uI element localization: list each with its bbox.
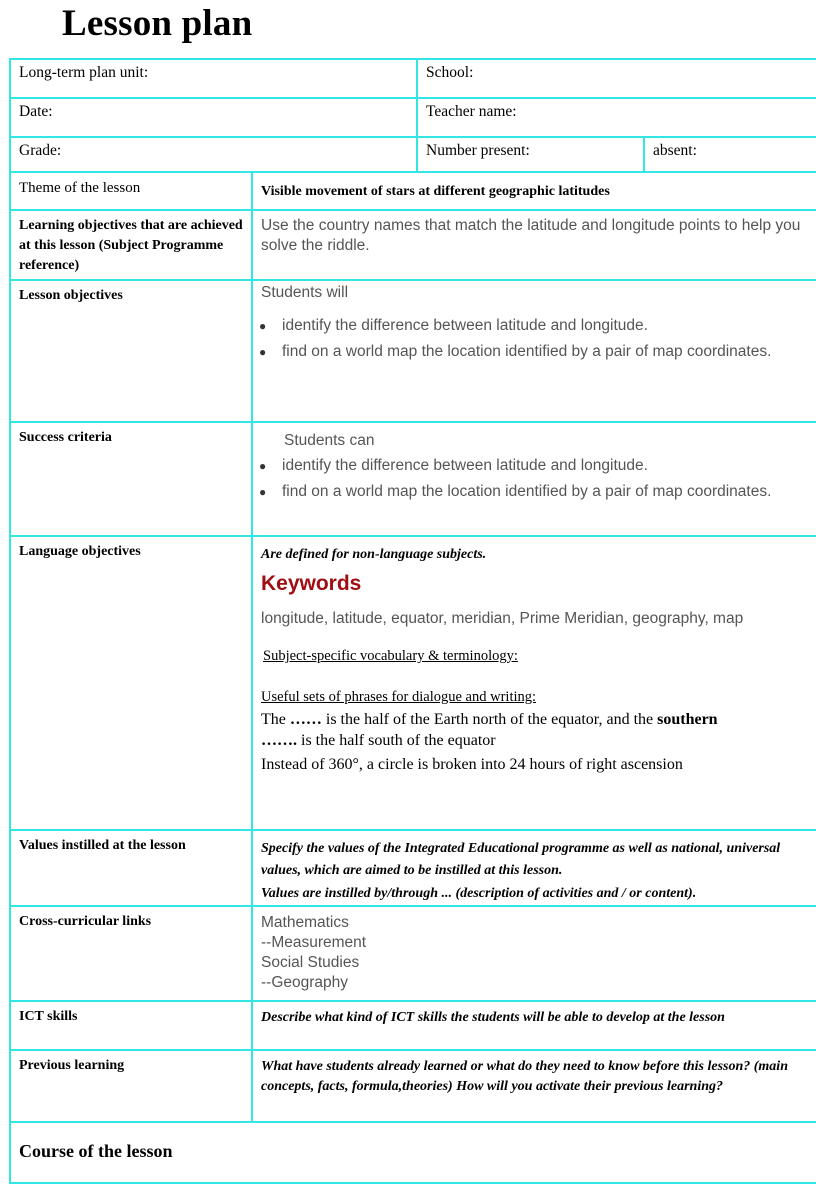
lesson-objectives-intro: Students will bbox=[261, 284, 349, 301]
ict-label: ICT skills bbox=[19, 1009, 78, 1024]
values-row bbox=[10, 830, 816, 906]
cross-curricular-label-cell bbox=[10, 906, 252, 1001]
phrase-1: The …… is the half of the Earth north of the equator, and the southern ……. is the half south of the equator bbox=[261, 711, 718, 749]
learning-objectives-value-cell[interactable] bbox=[252, 210, 816, 280]
success-criteria-intro: Students can bbox=[284, 432, 375, 449]
values-label: Values instilled at the lesson bbox=[19, 838, 186, 853]
success-criteria-label-cell bbox=[10, 422, 252, 536]
bullet-icon: ● bbox=[259, 485, 267, 499]
list-item: ● identify the difference between latitude and longitude. bbox=[259, 453, 816, 479]
teacher-name-cell[interactable] bbox=[417, 98, 816, 137]
list-item: ● find on a world map the location identified by a pair of map coordinates. bbox=[259, 479, 816, 505]
lesson-objectives-value-cell[interactable] bbox=[252, 280, 816, 422]
language-objectives-label-cell bbox=[10, 536, 252, 830]
values-line-2: Values are instilled by/through ... (description of activities and / or content). bbox=[261, 886, 697, 901]
theme-row bbox=[10, 172, 816, 210]
list-item: ● identify the difference between latitude and longitude. bbox=[259, 313, 816, 339]
ict-value-cell[interactable] bbox=[252, 1001, 816, 1050]
theme-label: Theme of the lesson bbox=[19, 180, 141, 196]
values-value-cell[interactable] bbox=[252, 830, 816, 906]
list-item: --Geography bbox=[261, 974, 349, 991]
previous-learning-value-cell[interactable] bbox=[252, 1050, 816, 1122]
lesson-objectives-row bbox=[10, 280, 816, 422]
school-label: School: bbox=[426, 64, 474, 81]
list-item: Mathematics bbox=[261, 914, 349, 931]
previous-learning-value: What have students already learned or what do they need to know before this lesson? (main concepts, facts, formula,theories) How will you activate their previous learning? bbox=[261, 1059, 788, 1094]
learning-objectives-label: Learning objectives that are achieved at this lesson (Subject Programme reference) bbox=[19, 218, 243, 273]
grade-label: Grade: bbox=[19, 142, 62, 159]
grade-cell[interactable] bbox=[10, 137, 417, 172]
list-item: --Measurement bbox=[261, 934, 367, 951]
school-cell[interactable] bbox=[417, 59, 816, 98]
bullet-icon: ● bbox=[259, 319, 267, 333]
date-cell[interactable] bbox=[10, 98, 417, 137]
lesson-plan-table bbox=[9, 58, 816, 1184]
bullet-icon: ● bbox=[259, 345, 267, 359]
absent-cell[interactable] bbox=[644, 137, 816, 172]
cross-curricular-row bbox=[10, 906, 816, 1001]
language-objectives-label: Language objectives bbox=[19, 544, 141, 559]
theme-value-cell[interactable] bbox=[252, 172, 816, 210]
success-criteria-label: Success criteria bbox=[19, 430, 112, 445]
learning-objectives-label-cell bbox=[10, 210, 252, 280]
keywords-list: longitude, latitude, equator, meridian, Prime Meridian, geography, map bbox=[261, 610, 744, 627]
header-row-grade bbox=[10, 137, 816, 172]
date-label: Date: bbox=[19, 103, 53, 120]
learning-objectives-value: Use the country names that match the latitude and longitude points to help you solve the riddle. bbox=[261, 217, 801, 254]
bullet-icon: ● bbox=[259, 459, 267, 473]
cross-curricular-list bbox=[253, 907, 816, 993]
phrase-2: Instead of 360°, a circle is broken into 24 hours of right ascension bbox=[261, 756, 683, 773]
success-criteria-value-cell[interactable] bbox=[252, 422, 816, 536]
absent-label: absent: bbox=[653, 142, 697, 159]
language-objectives-row bbox=[10, 536, 816, 830]
lesson-objectives-label: Lesson objectives bbox=[19, 288, 123, 303]
teacher-name-label: Teacher name: bbox=[426, 103, 517, 120]
ict-row bbox=[10, 1001, 816, 1050]
previous-learning-row bbox=[10, 1050, 816, 1122]
previous-learning-label-cell bbox=[10, 1050, 252, 1122]
list-item: Social Studies bbox=[261, 954, 360, 971]
keywords-heading: Keywords bbox=[261, 572, 362, 595]
number-present-label: Number present: bbox=[426, 142, 530, 159]
phrases-label: Useful sets of phrases for dialogue and writing: bbox=[261, 689, 537, 705]
vocabulary-label: Subject-specific vocabulary & terminology: bbox=[263, 648, 518, 664]
course-heading: Course of the lesson bbox=[19, 1141, 173, 1161]
lesson-objectives-label-cell bbox=[10, 280, 252, 422]
values-line-1: Specify the values of the Integrated Educational programme as well as national, universal values, which are aimed to be instilled at this lesson. bbox=[261, 841, 781, 878]
theme-label-cell bbox=[10, 172, 252, 210]
lesson-objectives-list bbox=[253, 313, 816, 365]
long-term-plan-unit-label: Long-term plan unit: bbox=[19, 64, 149, 81]
previous-learning-label: Previous learning bbox=[19, 1058, 125, 1073]
success-criteria-row bbox=[10, 422, 816, 536]
course-row bbox=[10, 1122, 816, 1183]
list-item: ● find on a world map the location identified by a pair of map coordinates. bbox=[259, 339, 816, 365]
language-note: Are defined for non-language subjects. bbox=[261, 547, 487, 562]
language-objectives-value-cell[interactable] bbox=[252, 536, 816, 830]
course-cell bbox=[10, 1122, 816, 1183]
page-title: Lesson plan bbox=[62, 3, 253, 44]
learning-objectives-row bbox=[10, 210, 816, 280]
success-criteria-list bbox=[253, 453, 816, 505]
cross-curricular-value-cell[interactable] bbox=[252, 906, 816, 1001]
header-row-unit bbox=[10, 59, 816, 98]
values-label-cell bbox=[10, 830, 252, 906]
number-present-cell[interactable] bbox=[417, 137, 644, 172]
long-term-plan-unit-cell[interactable] bbox=[10, 59, 417, 98]
header-row-date bbox=[10, 98, 816, 137]
theme-value: Visible movement of stars at different geographic latitudes bbox=[261, 184, 610, 199]
ict-value: Describe what kind of ICT skills the students will be able to develop at the lesson bbox=[261, 1010, 725, 1025]
cross-curricular-label: Cross-curricular links bbox=[19, 914, 152, 929]
ict-label-cell bbox=[10, 1001, 252, 1050]
